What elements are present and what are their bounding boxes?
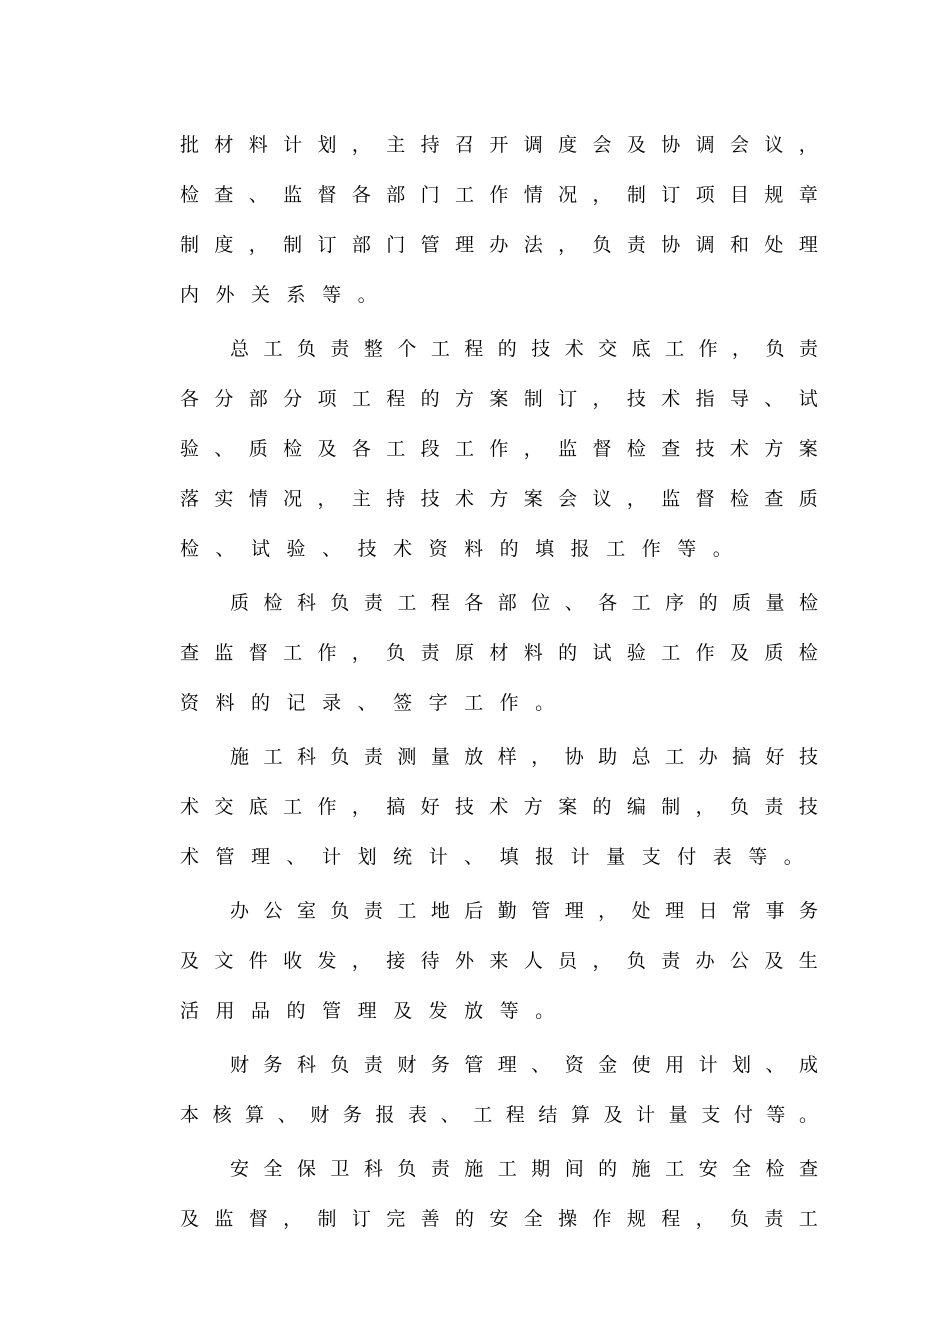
text-line: 财 务 科 负 责 财 务 管 理 、 资 金 使 用 计 划 、 成 — [230, 1053, 818, 1076]
text-line: 制 度 ， 制 订 部 门 管 理 办 法 ， 负 责 协 调 和 处 理 — [180, 233, 818, 256]
text-line: 总 工 负 责 整 个 工 程 的 技 术 交 底 工 作 ， 负 责 — [230, 337, 818, 360]
text-line: 资 料 的 记 录 、 签 字 工 作 。 — [180, 691, 555, 714]
paragraph-finance-section-duties — [180, 1038, 818, 1138]
paragraph-construction-section-duties — [180, 730, 818, 880]
text-line: 内 外 关 系 等 。 — [180, 283, 377, 306]
paragraph-manager-duties — [180, 118, 818, 318]
text-line: 查 监 督 工 作 ， 负 责 原 材 料 的 试 验 工 作 及 质 检 — [180, 641, 818, 664]
text-line: 术 管 理 、 计 划 统 计 、 填 报 计 量 支 付 表 等 。 — [180, 845, 803, 868]
text-line: 各 分 部 分 项 工 程 的 方 案 制 订 ， 技 术 指 导 、 试 — [180, 387, 818, 410]
text-line: 本 核 算 、 财 务 报 表 、 工 程 结 算 及 计 量 支 付 等 。 — [180, 1103, 818, 1126]
paragraph-office-duties — [180, 884, 818, 1034]
text-line: 检 查 、 监 督 各 部 门 工 作 情 况 ， 制 订 项 目 规 章 — [180, 183, 818, 206]
paragraph-security-section-duties — [180, 1142, 818, 1242]
text-line: 安 全 保 卫 科 负 责 施 工 期 间 的 施 工 安 全 检 查 — [230, 1157, 818, 1180]
document-body — [180, 118, 818, 1242]
text-line: 及 文 件 收 发 ， 接 待 外 来 人 员 ， 负 责 办 公 及 生 — [180, 949, 818, 972]
text-line: 施 工 科 负 责 测 量 放 样 ， 协 助 总 工 办 搞 好 技 — [230, 745, 818, 768]
text-line: 术 交 底 工 作 ， 搞 好 技 术 方 案 的 编 制 ， 负 责 技 — [180, 795, 818, 818]
text-line: 及 监 督 ， 制 订 完 善 的 安 全 操 作 规 程 ， 负 责 工 — [180, 1207, 818, 1230]
paragraph-quality-section-duties — [180, 576, 818, 726]
text-line: 办 公 室 负 责 工 地 后 勤 管 理 ， 处 理 日 常 事 务 — [230, 899, 818, 922]
text-line: 验 、 质 检 及 各 工 段 工 作 ， 监 督 检 查 技 术 方 案 — [180, 437, 818, 460]
paragraph-chief-engineer-duties — [180, 322, 818, 572]
text-line: 活 用 品 的 管 理 及 发 放 等 。 — [180, 999, 555, 1022]
text-line: 质 检 科 负 责 工 程 各 部 位 、 各 工 序 的 质 量 检 — [230, 591, 818, 614]
text-line: 落 实 情 况 ， 主 持 技 术 方 案 会 议 ， 监 督 检 查 质 — [180, 487, 818, 510]
text-line: 检 、 试 验 、 技 术 资 料 的 填 报 工 作 等 。 — [180, 537, 732, 560]
text-line: 批 材 料 计 划 ， 主 持 召 开 调 度 会 及 协 调 会 议 ， — [180, 133, 818, 156]
